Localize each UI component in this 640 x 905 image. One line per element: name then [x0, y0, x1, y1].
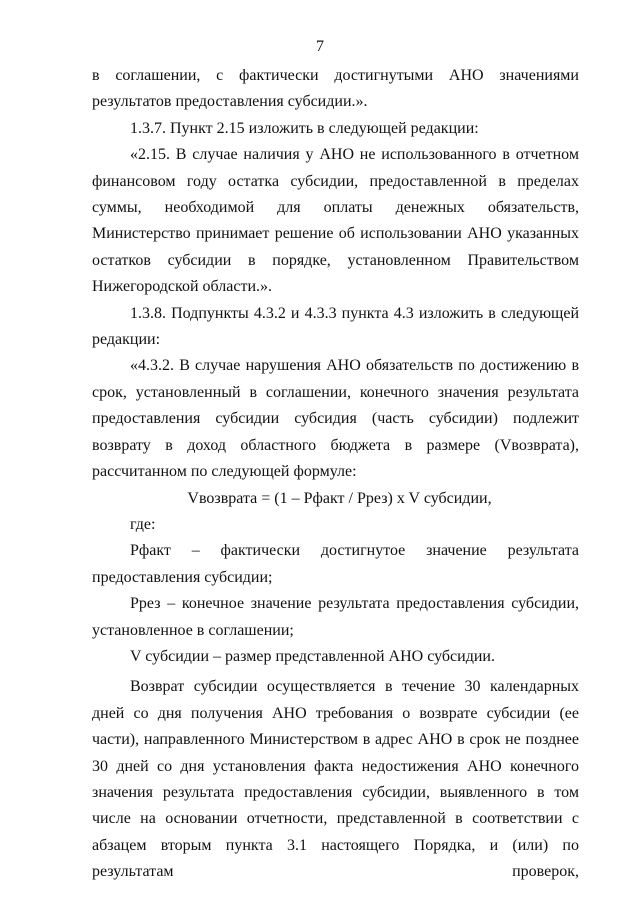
document-body — [92, 63, 579, 886]
page-number: 7 — [316, 38, 324, 55]
definition-rfakt: Рфакт – фактически достигнутое значение результата предоставления субсидии; — [92, 542, 579, 586]
definition-v-subsidy: V субсидии – размер представленной АНО субсидии. — [130, 647, 495, 665]
paragraph-1-3-8: 1.3.8. Подпункты 4.3.2 и 4.3.3 пункта 4.3 изложить в следующей редакции: — [92, 304, 579, 349]
formula: Vвозврата = (1 – Рфакт / Ррез) x V субсидии, — [187, 489, 492, 507]
definition-rrez: Ррез – конечное значение результата предоставления субсидии, установленное в соглашении; — [92, 595, 579, 639]
paragraph-2-15: «2.15. В случае наличия у АНО не использованного в отчетном финансовом году остатка субсидии, предоставленной в пределах суммы, необходимой для оплаты денежных обязательств, Министерство принимает решение об использовании АНО указанных остатков субсидии в порядке, установленном Правительством Нижегородской области.». — [92, 146, 579, 296]
paragraph-continuation: в соглашении, с фактически достигнутыми АНО значениями результатов предоставления субсидии.». — [92, 67, 579, 111]
paragraph-4-3-2: «4.3.2. В случае нарушения АНО обязательств по достижению в срок, установленный в соглашении, конечного значения результата предоставления субсидии субсидия (часть субсидии) подлежит возврату в доход областного бюджета в размере (Vвозврата), рассчитанном по следующей формуле: — [92, 357, 579, 481]
paragraph-refund: Возврат субсидии осуществляется в течение 30 календарных дней со дня получения АНО требования о возврате субсидии (ее части), направленного Министерством в адрес АНО в срок не позднее 30 дней со дня установления факта недостижения АНО конечного значения результата предоставления субсидии, выявленного в том числе на основании отчетности, представленной в соответствии с абзацем вторым пункта 3.1 настоящего Порядка, и (или) по результатам проверок, — [92, 678, 579, 881]
paragraph-1-3-7: 1.3.7. Пункт 2.15 изложить в следующей редакции: — [130, 119, 479, 137]
where-label: где: — [130, 515, 156, 533]
